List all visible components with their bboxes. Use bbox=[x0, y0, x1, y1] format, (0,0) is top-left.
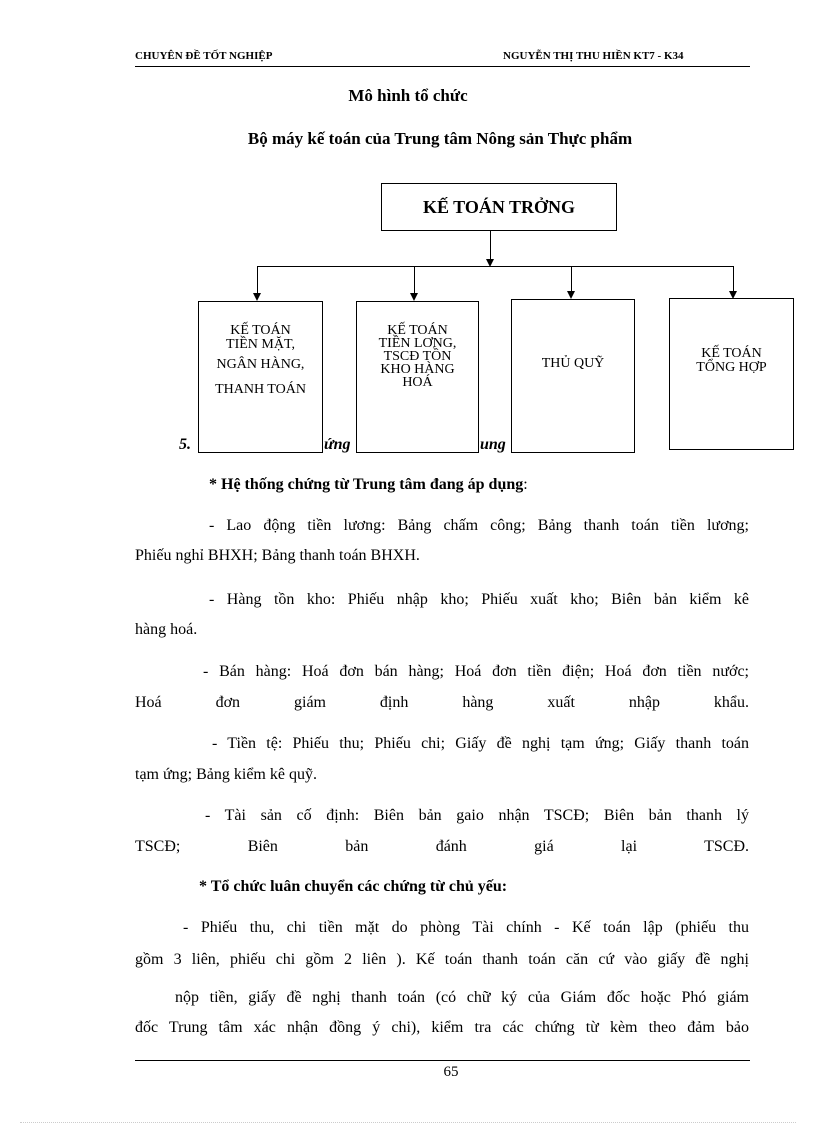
paragraph-line: TSCĐ; Biên bản đánh giá lại TSCĐ. bbox=[135, 838, 749, 855]
org-box-line: TIỀN MẶT, bbox=[226, 337, 295, 352]
arrow-down-icon bbox=[567, 291, 575, 299]
connector-horizontal bbox=[257, 266, 734, 267]
org-box-line: THỦ QUỸ bbox=[541, 356, 605, 371]
paragraph-line: - Tiền tệ: Phiếu thu; Phiếu chi; Giấy đề nghị tạm ứng; Giấy thanh toán bbox=[212, 735, 749, 752]
org-box-line: TỔNG HỢP bbox=[696, 360, 767, 375]
org-box-line: KẾ TOÁN bbox=[387, 323, 448, 338]
header-left: CHUYÊN ĐỀ TỐT NGHIỆP bbox=[135, 50, 273, 62]
connector-drop bbox=[571, 266, 572, 291]
paragraph-line: Phiếu nghỉ BHXH; Bảng thanh toán BHXH. bbox=[135, 547, 420, 564]
paragraph-line: - Tài sản cố định: Biên bản gaio nhận TSCĐ; Biên bản thanh lý bbox=[205, 807, 749, 824]
paragraph-line: - Phiếu thu, chi tiền mặt do phòng Tài chính - Kế toán lập (phiếu thu bbox=[183, 919, 749, 936]
org-box-general bbox=[669, 298, 794, 450]
org-box-line: KẾ TOÁN bbox=[701, 346, 762, 361]
paragraph-line: hàng hoá. bbox=[135, 621, 198, 638]
org-box-cash-bank bbox=[198, 301, 323, 453]
arrow-down-icon bbox=[253, 293, 261, 301]
org-box-treasurer bbox=[511, 299, 635, 453]
section-fragment: ung bbox=[480, 436, 506, 453]
section-number: 5. bbox=[179, 436, 191, 453]
page-subtitle: Bộ máy kế toán của Trung tâm Nông sản Thực phẩm bbox=[247, 129, 633, 148]
org-box-line: THANH TOÁN bbox=[215, 382, 306, 397]
connector-drop bbox=[733, 266, 734, 291]
org-box-line: NGÂN HÀNG, bbox=[216, 357, 305, 372]
paragraph-line: - Hàng tồn kho: Phiếu nhập kho; Phiếu xuất kho; Biên bản kiểm kê bbox=[209, 591, 749, 608]
paragraph-line: đốc Trung tâm xác nhận đồng ý chi), kiểm tra các chứng từ kèm theo đảm bảo bbox=[135, 1019, 749, 1036]
heading-text: * Hệ thống chứng từ Trung tâm đang áp dụng bbox=[209, 476, 524, 493]
org-box-line: TIỀN LƠNG, bbox=[378, 336, 457, 351]
section-fragment: ứng bbox=[324, 436, 351, 453]
page-number: 65 bbox=[443, 1064, 459, 1080]
paragraph-line: tạm ứng; Bảng kiểm kê quỹ. bbox=[135, 766, 317, 783]
paragraph-line: - Lao động tiền lương: Bảng chấm công; Bảng thanh toán tiền lương; bbox=[209, 517, 749, 534]
header-divider bbox=[135, 66, 750, 67]
paragraph-line: - Bán hàng: Hoá đơn bán hàng; Hoá đơn tiền điện; Hoá đơn tiền nước; bbox=[203, 663, 749, 680]
paragraph-line: nộp tiền, giấy đề nghị thanh toán (có chữ ký của Giám đốc hoặc Phó giám bbox=[175, 989, 749, 1006]
heading-colon: : bbox=[523, 476, 528, 493]
header-right: NGUYỄN THỊ THU HIỀN KT7 - K34 bbox=[503, 50, 684, 62]
paragraph-line: Hoá đơn giám định hàng xuất nhập khẩu. bbox=[135, 694, 749, 711]
chief-accountant-box: KẾ TOÁN TRỞNG bbox=[381, 183, 617, 231]
org-box-line: KẾ TOÁN bbox=[230, 323, 291, 338]
connector-drop bbox=[414, 266, 415, 293]
org-box-line: HOÁ bbox=[402, 375, 433, 390]
connector-vertical bbox=[490, 231, 491, 259]
connector-drop bbox=[257, 266, 258, 293]
heading-circulation: * Tổ chức luân chuyển các chứng từ chủ yếu: bbox=[199, 878, 508, 895]
paragraph-line: gồm 3 liên, phiếu chi gồm 2 liên ). Kế toán thanh toán căn cứ vào giấy đề nghị bbox=[135, 951, 749, 968]
arrow-down-icon bbox=[410, 293, 418, 301]
heading-voucher-system bbox=[135, 470, 749, 500]
footer-divider bbox=[135, 1060, 750, 1061]
page-title: Mô hình tổ chức bbox=[348, 86, 468, 105]
org-box-line: TSCĐ TỒN bbox=[383, 349, 452, 364]
org-box-wages-assets bbox=[356, 301, 479, 453]
org-box-line: KHO HÀNG bbox=[380, 362, 455, 377]
